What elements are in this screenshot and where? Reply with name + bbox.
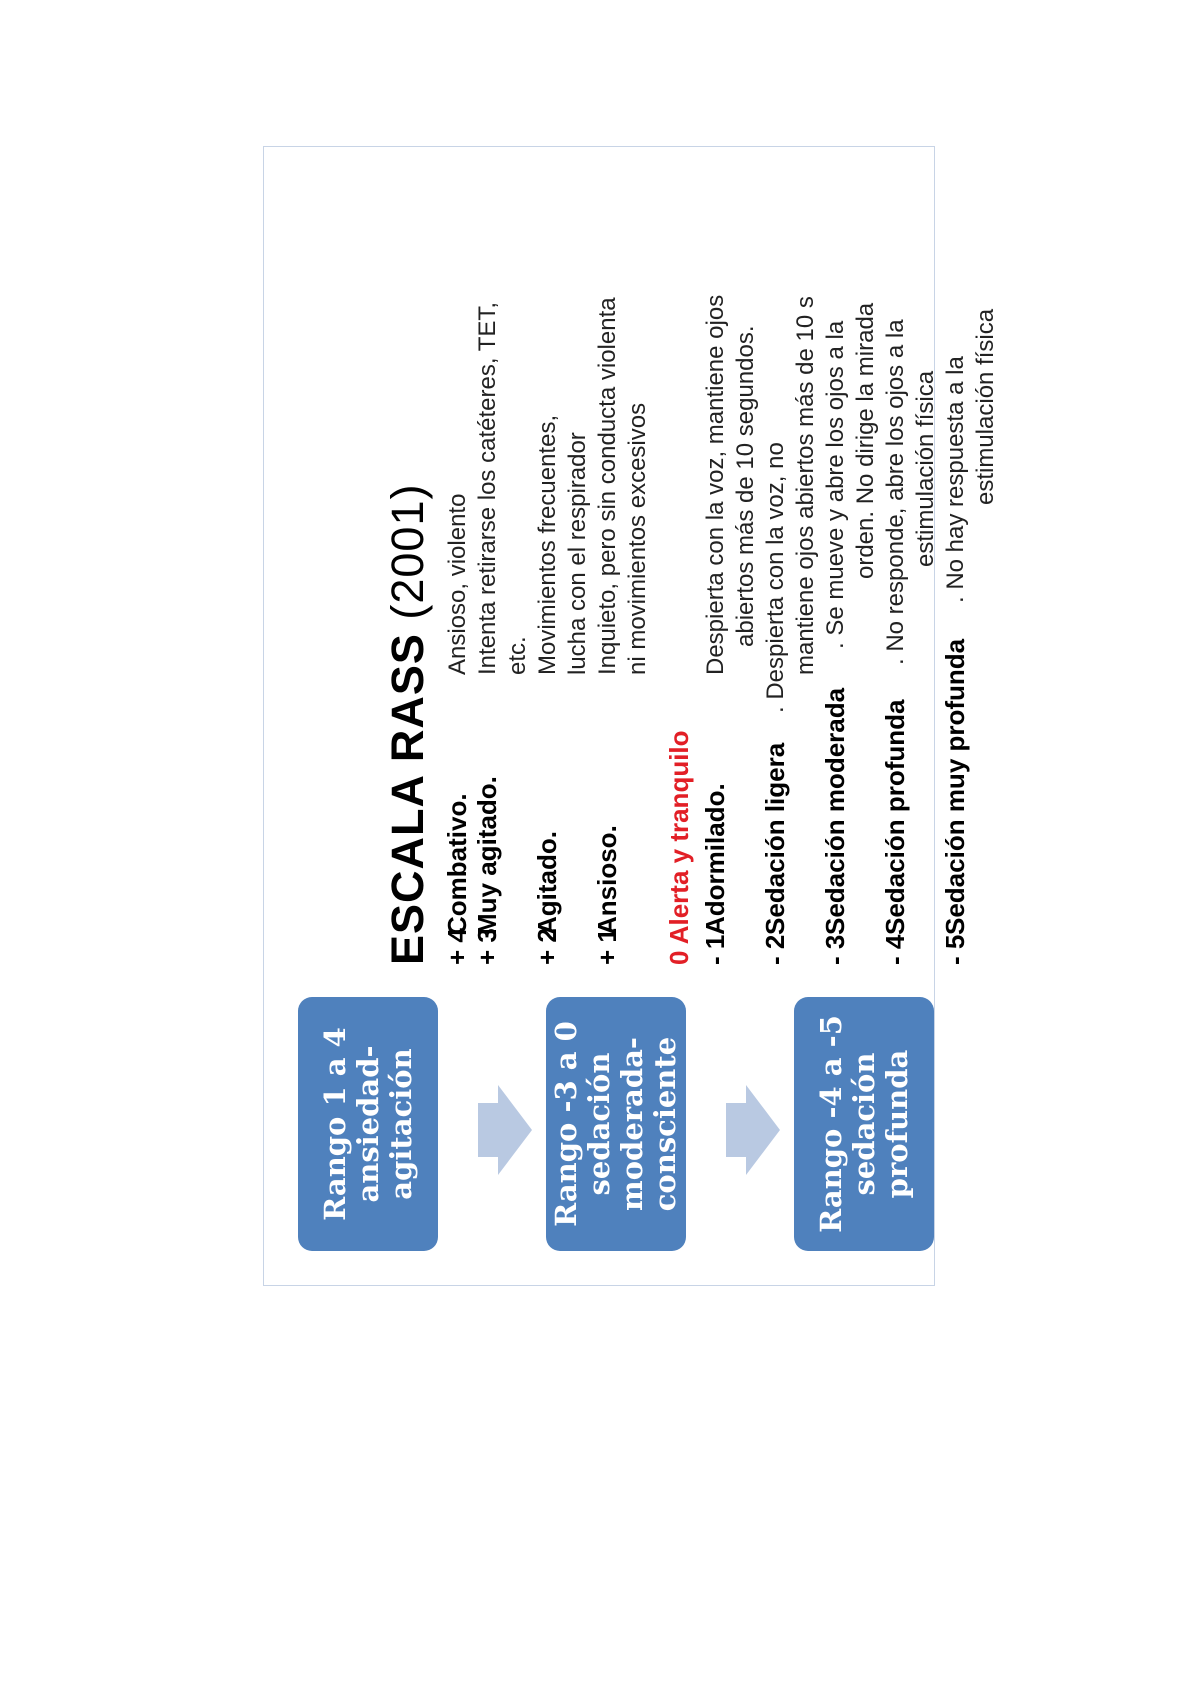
level-label: Adormilado. [700, 783, 730, 935]
level-label: Agitado. [532, 831, 562, 935]
slide-frame [263, 146, 999, 1286]
level-number: + 1 [592, 928, 622, 965]
range-line: profunda [879, 1049, 914, 1199]
level-number: - 1 [700, 934, 730, 965]
level-description: lucha con el respirador [564, 432, 591, 675]
level-description: estimulación física [912, 370, 939, 567]
page-title [382, 484, 434, 965]
down-arrow-icon [478, 1085, 532, 1175]
level-number: + 3 [472, 928, 502, 965]
title-year: (2001) [382, 483, 433, 620]
range-line: sedación [846, 1052, 881, 1196]
level-label: Combativo. [442, 793, 472, 935]
range-box-agitation [298, 997, 438, 1251]
range-box-moderate-sedation [546, 997, 686, 1251]
down-arrow-icon [726, 1085, 780, 1175]
level-number: - 2 [760, 934, 790, 965]
level-number: - 3 [820, 934, 850, 965]
level-description: Ansioso, violento [444, 493, 471, 675]
level-description: . No responde, abre los ojos a la [882, 319, 909, 665]
range-line: agitación [383, 1048, 418, 1200]
level-label: Muy agitado. [472, 776, 502, 935]
level-number: + 2 [532, 928, 562, 965]
level-description: orden. No dirige la mirada [852, 302, 879, 579]
range-box-deep-sedation [794, 997, 934, 1251]
level-label: Sedación ligera [760, 742, 790, 935]
level-label: Sedación moderada [820, 687, 850, 935]
level-description: mantiene ojos abiertos más de 10 s [792, 296, 819, 675]
level-alert-text: 0 Alerta y tranquilo [664, 730, 694, 965]
level-description: etc. [504, 636, 531, 675]
range-line: Rango 1 a 4 [317, 1027, 352, 1221]
level-number: + 4 [442, 928, 472, 965]
level-description: Inquieto, pero sin conducta violenta [594, 297, 621, 675]
level-description: Movimientos frecuentes, [534, 414, 561, 675]
level-description: Intenta retirarse los catéteres, TET, [474, 301, 501, 675]
range-line: moderada- [615, 1037, 649, 1211]
range-line: consciente [648, 1036, 682, 1212]
level-number: - 5 [940, 934, 970, 965]
range-line: Rango -4 a -5 [813, 1015, 848, 1233]
range-line: sedación [582, 1052, 616, 1196]
range-line: ansiedad- [350, 1045, 385, 1203]
level-label: Ansioso. [592, 825, 622, 935]
level-label: Sedación profunda [880, 699, 910, 935]
level-description: . Despierta con la voz, no [762, 442, 789, 713]
level-description: estimulación física [972, 308, 999, 505]
level-description: . Se mueve y abre los ojos a la [822, 320, 849, 649]
level-description: . No hay respuesta a la [942, 356, 969, 603]
rass-slide [264, 147, 999, 1285]
level-description: ni movimientos excesivos [624, 402, 651, 675]
title-main: ESCALA RASS [382, 633, 433, 965]
level-description: abiertos más de 10 segundos. [732, 325, 759, 647]
level-number: - 4 [880, 934, 910, 965]
level-label: Sedación muy profunda [940, 638, 970, 935]
range-line: Rango -3 a 0 [549, 1021, 583, 1227]
level-description: Despierta con la voz, mantiene ojos [702, 294, 729, 675]
